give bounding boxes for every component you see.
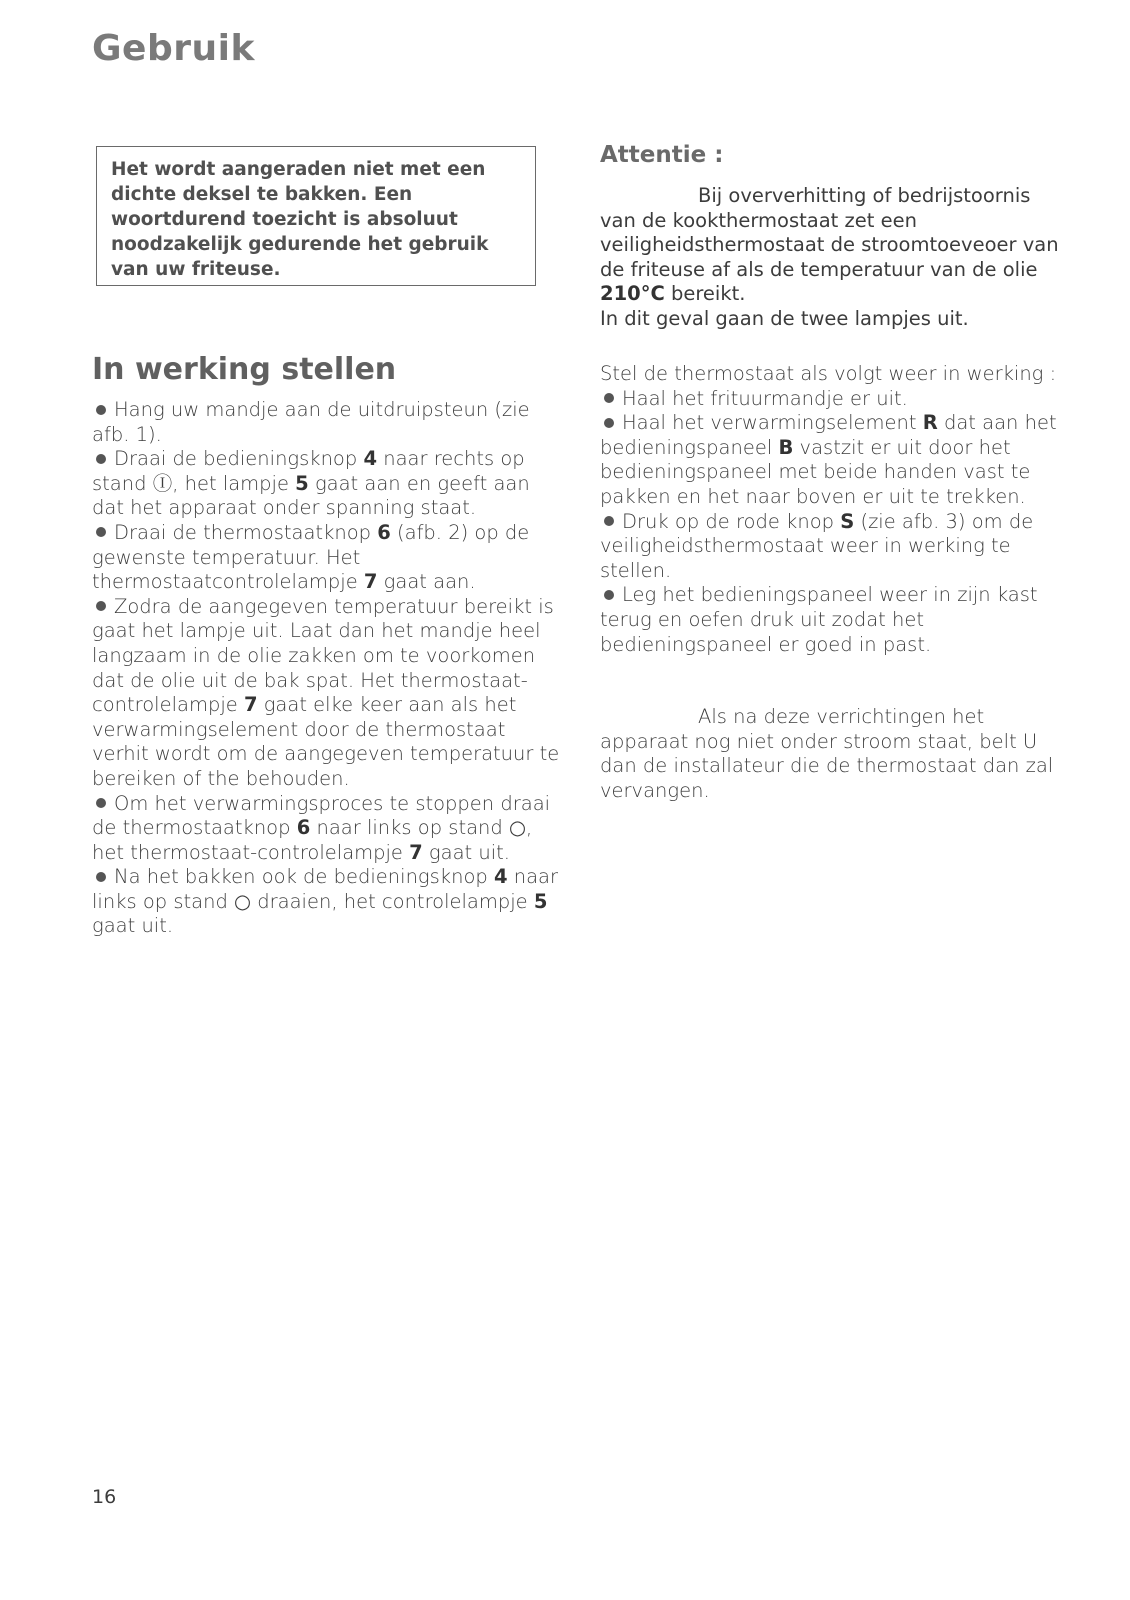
attentie-note: In dit geval gaan de twee lampjes uit. [600, 306, 969, 330]
list-item-text: Hang uw mandje aan de uitdruipsteun (zie afb. 1). [92, 398, 530, 446]
warning-text: Het wordt aangeraden niet met een dichte deksel te bakken. Een woortdurend toezicht is absoluut noodzakelijk gedurende het gebruik van uw friteuse. [111, 159, 489, 280]
ref-number: 4 [493, 865, 508, 889]
list-item-text: gaat aan en geeft aan dat het apparaat onder spanning staat. [92, 471, 530, 520]
ref-number: 7 [363, 570, 378, 594]
list-item-text: Druk op de rode knop [622, 509, 841, 533]
list-item-text: naar links op stand [92, 865, 559, 913]
bullet-icon [96, 601, 106, 611]
attentie-text-end: bereikt. [664, 282, 746, 306]
ref-number: 6 [377, 520, 391, 544]
on-symbol-icon: Ⓘ [152, 471, 173, 495]
temperature-value: 210°C [600, 282, 665, 306]
list-item [600, 411, 1065, 509]
ref-number: 7 [243, 693, 258, 717]
ref-number: 4 [363, 447, 378, 471]
list-item-text: draaien, het controlelampje [251, 889, 534, 913]
bullet-icon [604, 393, 614, 403]
bullet-icon [96, 798, 106, 808]
list-item [600, 510, 1065, 584]
ref-letter: S [840, 509, 855, 533]
list-item-text: Leg het bedieningspaneel weer in zijn kast terug en oefen druk uit zodat het bedieningspaneel er goed in past. [600, 583, 1038, 656]
list-item [92, 595, 562, 792]
page-number: 16 [92, 1486, 117, 1508]
list-item [92, 447, 562, 521]
list-item-text: gaat uit. [92, 914, 174, 938]
list-item [600, 387, 1065, 412]
page-title: Gebruik [92, 28, 255, 69]
attentie-text: Bij oververhitting of bedrijstoornis van de kookthermostaat zet een veiligheidsthermostaat de stroomtoeveoer van de friteuse af als de temperatuur van de olie [600, 184, 1059, 281]
warning-box [96, 146, 536, 286]
list-item [92, 865, 562, 939]
spacer [600, 657, 1065, 705]
list-item-text: Zodra de aangegeven temperatuur bereikt is gaat het lampje uit. Laat dan het mandje heel langzaam in de olie zakken om te voorkomen dat de olie uit de bak spat. Het thermostaat-controlelampje [92, 594, 554, 717]
list-item-text: gaat uit. [422, 840, 510, 864]
bullet-icon [604, 590, 614, 600]
attentie-paragraph [600, 184, 1070, 307]
bullet-icon [96, 527, 106, 537]
list-item-text: gaat aan. [377, 570, 476, 594]
list-item-text: Haal het verwarmingselement [622, 411, 923, 435]
bullet-icon [96, 872, 106, 882]
list-item-text: naar rechts op stand [92, 447, 525, 495]
ref-number: 5 [533, 889, 548, 913]
list-item-text: vastzit er uit door het bedieningspaneel met beide handen vast te pakken en het naar boven er uit te trekken. [600, 435, 1031, 508]
ref-number: 6 [296, 816, 311, 840]
list-item-text: , het lampje [172, 471, 296, 495]
attentie-heading: Attentie : [600, 142, 724, 168]
ref-letter: R [922, 411, 938, 435]
bullet-icon [604, 516, 614, 526]
list-item-text: , het thermostaat-controlelampje [92, 816, 533, 864]
list-item [92, 521, 562, 595]
bullet-icon [604, 418, 614, 428]
list-item-text: Haal het frituurmandje er uit. [622, 386, 908, 410]
list-item [92, 792, 562, 866]
bullet-icon [96, 405, 106, 415]
ref-letter: B [778, 435, 794, 459]
off-symbol-icon: ○ [508, 816, 526, 840]
list-item [600, 583, 1065, 657]
list-item-text: (afb. 2) op de gewenste temperatuur. Het thermostaatcontrolelampje [92, 520, 530, 594]
list-item-text: gaat elke keer aan als het verwarmingselement door de thermostaat verhit wordt om de aangegeven temperatuur te bereiken of the behouden. [92, 693, 560, 790]
ref-number: 7 [409, 840, 423, 864]
bullet-icon [96, 454, 106, 464]
reset-column [600, 362, 1065, 804]
list-item-text: naar links op stand [310, 816, 509, 840]
list-item-text: Om het verwarmingsproces te stoppen draai de thermostaatknop [92, 791, 551, 840]
reset-intro: Stel de thermostaat als volgt weer in werking : [600, 362, 1057, 385]
closing-paragraph: Als na deze verrichtingen het apparaat nog niet onder stroom staat, belt U dan de installateur die de thermostaat dan zal vervangen. [600, 705, 1054, 802]
off-symbol-icon: ○ [234, 889, 252, 913]
list-item-text: Na het bakken ook de bedieningsknop [114, 865, 494, 889]
list-item-text: Draai de thermostaatknop [114, 520, 378, 544]
list-item [92, 398, 562, 447]
section-heading: In werking stellen [92, 352, 397, 387]
list-item-text: Draai de bedieningsknop [114, 447, 364, 471]
instructions-column [92, 398, 562, 939]
list-item-text: dat aan het bedieningspaneel [600, 411, 1057, 459]
ref-number: 5 [295, 471, 309, 495]
list-item-text: (zie afb. 3) om de veiligheidsthermostaat weer in werking te stellen. [600, 509, 1034, 582]
attentie-body [600, 184, 1070, 332]
